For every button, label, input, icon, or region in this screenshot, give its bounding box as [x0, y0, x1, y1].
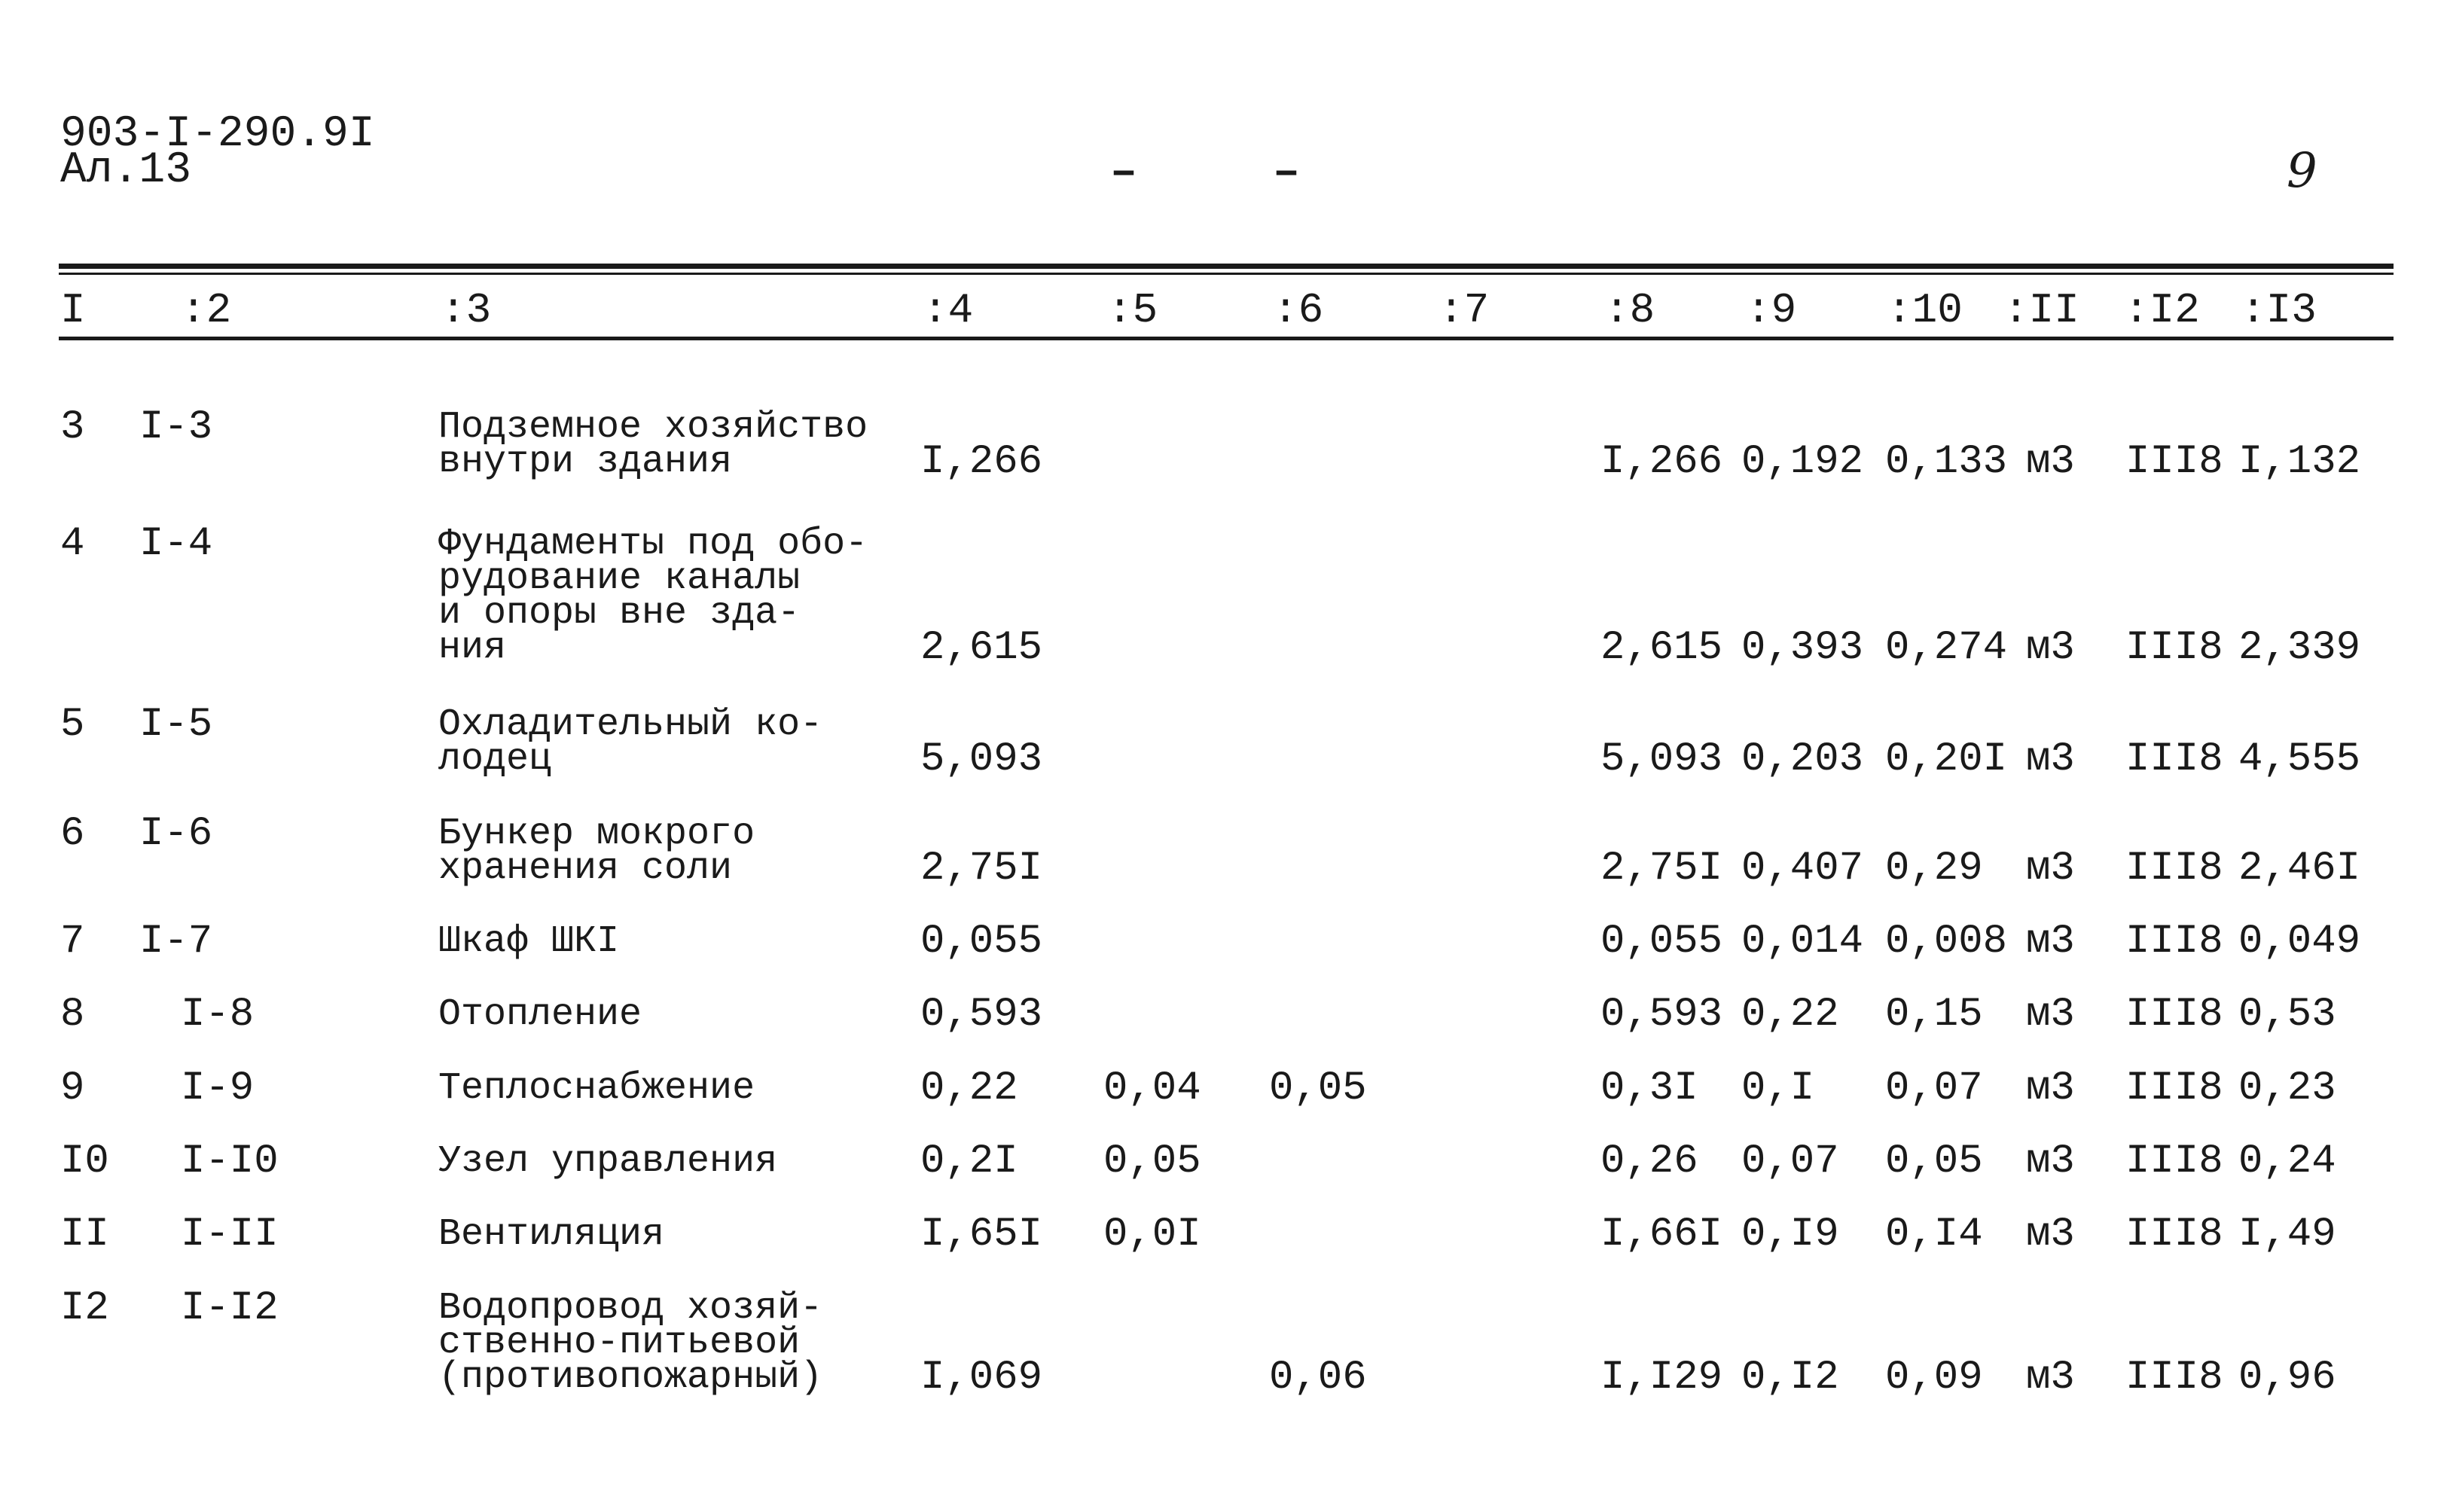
col4-value: 0,2I	[920, 1139, 1018, 1184]
row-number: 9	[60, 1065, 85, 1111]
row-name: Подземное хозяйство внутри здания	[438, 406, 868, 483]
row-name: Отопление	[438, 993, 642, 1036]
col12-value: III8	[2125, 846, 2223, 892]
unit: м3	[2026, 1139, 2075, 1184]
column-header-13: :I3	[2241, 286, 2317, 334]
col5-value: 0,0I	[1103, 1212, 1201, 1257]
row-number: 5	[60, 702, 85, 748]
col9-value: 0,07	[1741, 1139, 1839, 1184]
row-number: I0	[60, 1139, 109, 1184]
row-name: Узел управления	[438, 1140, 778, 1183]
row-code: I-6	[139, 811, 213, 857]
col9-value: 0,407	[1741, 846, 1864, 892]
row-name: Теплоснабжение	[438, 1067, 755, 1110]
col8-value: I,266	[1600, 439, 1723, 485]
column-header-9: :9	[1746, 286, 1797, 334]
row-code: I-II	[181, 1212, 279, 1257]
column-header-3: :3	[441, 286, 492, 334]
row-name: Бункер мокрого хранения соли	[438, 812, 755, 890]
row-number: 8	[60, 992, 85, 1038]
col5-value: 0,05	[1103, 1139, 1201, 1184]
col8-value: I,I29	[1600, 1355, 1723, 1401]
col8-value: 5,093	[1600, 736, 1723, 782]
page-number: 9	[2287, 143, 2317, 199]
document-code: 903-I-290.9I	[60, 110, 375, 159]
top-double-rule	[59, 264, 2394, 269]
col6-value: 0,05	[1269, 1065, 1367, 1111]
row-code: I-8	[181, 992, 255, 1038]
row-number: 3	[60, 404, 85, 450]
col4-value: 2,75I	[920, 846, 1043, 892]
unit: м3	[2026, 736, 2075, 782]
col8-value: 0,593	[1600, 992, 1723, 1038]
col4-value: 2,615	[920, 625, 1043, 671]
col10-value: 0,09	[1885, 1355, 1983, 1401]
column-header-8: :8	[1604, 286, 1655, 334]
row-number: 6	[60, 811, 85, 857]
col13-value: 0,96	[2238, 1355, 2336, 1401]
top-thin-rule	[59, 273, 2394, 275]
row-number: 7	[60, 919, 85, 965]
col12-value: III8	[2125, 992, 2223, 1038]
col8-value: 0,055	[1600, 919, 1723, 965]
row-code: I-9	[181, 1065, 255, 1111]
col8-value: 0,3I	[1600, 1065, 1698, 1111]
col12-value: III8	[2125, 1212, 2223, 1257]
col12-value: III8	[2125, 736, 2223, 782]
col13-value: 0,049	[2238, 919, 2361, 965]
unit: м3	[2026, 1355, 2075, 1401]
col4-value: 0,22	[920, 1065, 1018, 1111]
col8-value: I,66I	[1600, 1212, 1723, 1257]
sheet-label: Ал.13	[60, 146, 192, 195]
unit: м3	[2026, 992, 2075, 1038]
col12-value: III8	[2125, 625, 2223, 671]
col9-value: 0,192	[1741, 439, 1864, 485]
col12-value: III8	[2125, 919, 2223, 965]
col9-value: 0,I9	[1741, 1212, 1839, 1257]
header-dash-left: –	[1110, 148, 1138, 199]
column-header-5: :5	[1107, 286, 1158, 334]
row-name: Шкаф ШКI	[438, 920, 620, 963]
col13-value: 0,23	[2238, 1065, 2336, 1111]
col5-value: 0,04	[1103, 1065, 1201, 1111]
col9-value: 0,014	[1741, 919, 1864, 965]
col13-value: 2,339	[2238, 625, 2361, 671]
row-name: Водопровод хозяй- ственно-питьевой (противопожарный)	[438, 1287, 823, 1399]
col4-value: I,069	[920, 1355, 1043, 1401]
col13-value: 4,555	[2238, 736, 2361, 782]
column-header-12: :I2	[2124, 286, 2200, 334]
column-header-4: :4	[923, 286, 974, 334]
col10-value: 0,05	[1885, 1139, 1983, 1184]
col10-value: 0,20I	[1885, 736, 2008, 782]
col8-value: 2,615	[1600, 625, 1723, 671]
col4-value: 5,093	[920, 736, 1043, 782]
header-bottom-rule	[59, 337, 2394, 340]
col13-value: I,49	[2238, 1212, 2336, 1257]
col12-value: III8	[2125, 1355, 2223, 1401]
row-code: I-I2	[181, 1285, 279, 1331]
row-name: Вентиляция	[438, 1213, 665, 1256]
col4-value: 0,055	[920, 919, 1043, 965]
unit: м3	[2026, 1065, 2075, 1111]
row-number: II	[60, 1212, 109, 1257]
column-header-7: :7	[1439, 286, 1490, 334]
row-code: I-3	[139, 404, 213, 450]
row-code: I-4	[139, 521, 213, 567]
col4-value: I,65I	[920, 1212, 1043, 1257]
col9-value: 0,22	[1741, 992, 1839, 1038]
unit: м3	[2026, 919, 2075, 965]
col13-value: I,132	[2238, 439, 2361, 485]
col8-value: 2,75I	[1600, 846, 1723, 892]
row-code: I-5	[139, 702, 213, 748]
col9-value: 0,393	[1741, 625, 1864, 671]
col4-value: I,266	[920, 439, 1043, 485]
row-name: Фундаменты под обо- рудование каналы и опоры вне зда- ния	[438, 523, 868, 669]
row-number: I2	[60, 1285, 109, 1331]
col10-value: 0,29	[1885, 846, 1983, 892]
col13-value: 2,46I	[2238, 846, 2361, 892]
col10-value: 0,274	[1885, 625, 2008, 671]
unit: м3	[2026, 625, 2075, 671]
col10-value: 0,07	[1885, 1065, 1983, 1111]
unit: м3	[2026, 439, 2075, 485]
col10-value: 0,I4	[1885, 1212, 1983, 1257]
col10-value: 0,008	[1885, 919, 2008, 965]
col9-value: 0,I	[1741, 1065, 1815, 1111]
column-header-2: :2	[181, 286, 232, 334]
col10-value: 0,15	[1885, 992, 1983, 1038]
col4-value: 0,593	[920, 992, 1043, 1038]
col9-value: 0,203	[1741, 736, 1864, 782]
row-number: 4	[60, 521, 85, 567]
col12-value: III8	[2125, 439, 2223, 485]
col12-value: III8	[2125, 1139, 2223, 1184]
col8-value: 0,26	[1600, 1139, 1698, 1184]
col13-value: 0,53	[2238, 992, 2336, 1038]
col9-value: 0,I2	[1741, 1355, 1839, 1401]
col10-value: 0,133	[1885, 439, 2008, 485]
row-name: Охладительный ко- лодец	[438, 703, 823, 781]
unit: м3	[2026, 1212, 2075, 1257]
row-code: I-7	[139, 919, 213, 965]
row-code: I-I0	[181, 1139, 279, 1184]
col6-value: 0,06	[1269, 1355, 1367, 1401]
column-header-6: :6	[1273, 286, 1324, 334]
unit: м3	[2026, 846, 2075, 892]
column-header-10: :10	[1887, 286, 1963, 334]
header-dash-right: –	[1273, 148, 1301, 199]
col12-value: III8	[2125, 1065, 2223, 1111]
column-header-11: :II	[2003, 286, 2079, 334]
column-header-1: I	[60, 286, 86, 334]
col13-value: 0,24	[2238, 1139, 2336, 1184]
